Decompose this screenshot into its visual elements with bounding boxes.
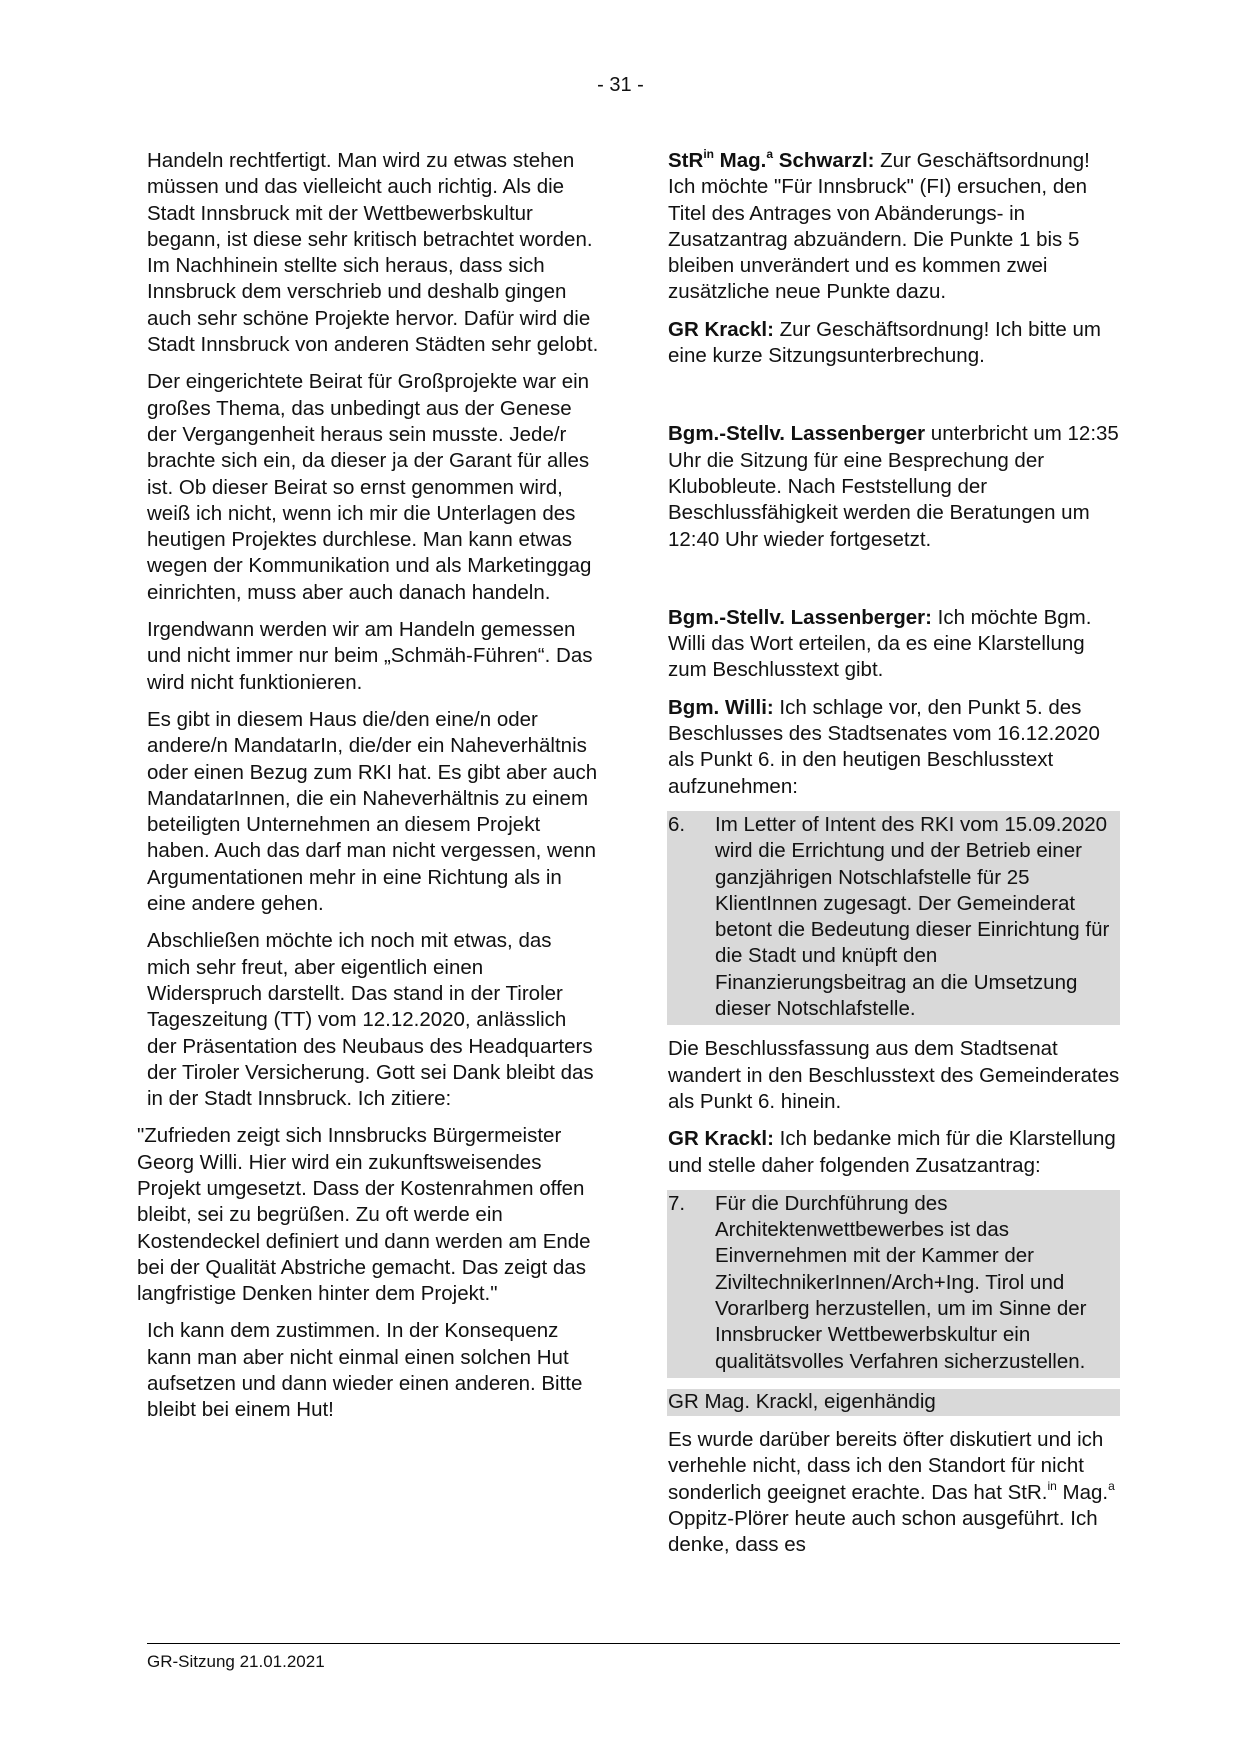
paragraph: Handeln rechtfertigt. Man wird zu etwas stehen müssen und das vielleicht auch richtig. Als die Stadt Innsbruck mit der Wettbewerbskultur begann, ist diese sehr kritisch betrachtet worden. Im Nachhinein stellte sich heraus, dass sich Innsbruck dem verschrieb und deshalb gingen auch sehr schöne Projekte hervor. Dafür wird die Stadt Innsbruck von anderen Städten sehr gelobt. bbox=[147, 149, 599, 357]
page-number: - 31 - bbox=[597, 74, 644, 96]
paragraph: Es gibt in diesem Haus die/den eine/n oder andere/n MandatarIn, die/der ein Naheverhältnis oder einen Bezug zum RKI hat. Es gibt aber auch MandatarInnen, die ein Naheverhältnis zu einem beteiligten Unternehmen an diesem Projekt haben. Auch das darf man nicht vergessen, wenn Argumentationen mehr in eine Richtung als in eine andere gehen. bbox=[147, 707, 598, 916]
item-number: 7. bbox=[668, 1191, 686, 1215]
right-column bbox=[668, 148, 1120, 1570]
resolution-item-7 bbox=[667, 1190, 1120, 1378]
left-column bbox=[137, 148, 599, 1435]
footer-session-date: GR-Sitzung 21.01.2021 bbox=[147, 1652, 325, 1671]
session-break-note: Bgm.-Stellv. Lassenberger unterbricht um 12:35 Uhr die Sitzung für eine Besprechung der Klubobleute. Nach Feststellung der Beschlussfähigkeit werden die Beratungen um 12:40 Uhr wieder fortgesetzt. bbox=[668, 422, 1119, 551]
speaker-name: GR Krackl: bbox=[668, 317, 774, 341]
paragraph: Es wurde darüber bereits öfter diskutiert und ich verhehle nicht, dass ich den Standort für nicht sonderlich geeignet erachte. Das hat StR.$^{in}$ Mag.$^a$ Oppitz-Plörer heute auch schon ausgeführt. Ich denke, dass es bbox=[668, 1428, 1115, 1557]
speech-schwarzl: StR$^{in}$ Mag.$^a$ Schwarzl: Zur Geschäftsordnung! Ich möchte "Für Innsbruck" (FI) ersuchen, den Titel des Antrages von Abänderungs- in Zusatzantrag abzuändern. Die Punkte 1 bis 5 bleiben unverändert und es kommen zwei zusätzliche neue Punkte dazu. bbox=[668, 147, 1090, 304]
speech-krackl-1: GR Krackl: Zur Geschäftsordnung! Ich bitte um eine kurze Sitzungsunterbrechung. bbox=[668, 317, 1101, 368]
item-text: Im Letter of Intent des RKI vom 15.09.2020 wird die Errichtung und der Betrieb einer ganzjährigen Notschlafstelle für 25 KlientInnen zugesagt. Der Gemeinderat betont die Bedeutung dieser Einrichtung für die Stadt und knüpft den Finanzierungsbeitrag an die Umsetzung dieser Notschlafstelle. bbox=[715, 812, 1110, 1021]
paragraph: Irgendwann werden wir am Handeln gemessen und nicht immer nur beim „Schmäh-Führen“. Das wird nicht funktionieren. bbox=[147, 618, 593, 694]
speech-willi: Bgm. Willi: Ich schlage vor, den Punkt 5. des Beschlusses des Stadtsenates vom 16.12.2020 als Punkt 6. in den heutigen Beschlusstext aufzunehmen: bbox=[668, 695, 1100, 798]
paragraph: Ich kann dem zustimmen. In der Konsequenz kann man aber nicht einmal einen solchen Hut aufsetzen und dann wieder einen anderen. Bitte bleibt bei einem Hut! bbox=[147, 1319, 583, 1422]
quotation: "Zufrieden zeigt sich Innsbrucks Bürgermeister Georg Willi. Hier wird ein zukunftsweisendes Projekt umgesetzt. Dass der Kostenrahmen offen bleibt, sei zu begrüßen. Zu oft werde ein Kostendeckel definiert und dann werden am Ende bei der Qualität Abstriche gemacht. Das zeigt das langfristige Denken hinter dem Projekt." bbox=[137, 1124, 591, 1306]
speaker-name: Bgm. Willi: bbox=[668, 695, 774, 719]
paragraph: Der eingerichtete Beirat für Großprojekte war ein großes Thema, das unbedingt aus der Genese der Vergangenheit heraus sein musste. Jede/r brachte sich ein, da dieser ja der Garant für alles ist. Ob dieser Beirat so ernst genommen wird, weiß ich nicht, wenn ich mir die Unterlagen des heutigen Projektes durchlese. Man kann etwas wegen der Kommunikation und als Marketinggag einrichten, muss aber auch danach handeln. bbox=[147, 370, 592, 604]
speaker-name: StR$^{in}$ Mag.$^a$ Schwarzl: bbox=[668, 147, 875, 172]
resolution-item-6 bbox=[667, 811, 1120, 1025]
footer-divider bbox=[147, 1643, 1120, 1644]
speech-krackl-2: GR Krackl: Ich bedanke mich für die Klarstellung und stelle daher folgenden Zusatzantrag: bbox=[668, 1127, 1116, 1177]
speaker-name: GR Krackl: bbox=[668, 1127, 774, 1151]
resolution-note: Die Beschlussfassung aus dem Stadtsenat wandert in den Beschlusstext des Gemeinderates als Punkt 6. hinein. bbox=[668, 1037, 1120, 1113]
signature-line: GR Mag. Krackl, eigenhändig bbox=[667, 1389, 1120, 1416]
item-text: Für die Durchführung des Architektenwettbewerbes ist das Einvernehmen mit der Kammer der ZiviltechnikerInnen/Arch+Ing. Tirol und Vorarlberg herzustellen, um im Sinne der Innsbrucker Wettbewerbskultur ein qualitätsvolles Verfahren sicherzustellen. bbox=[715, 1191, 1087, 1373]
item-number: 6. bbox=[668, 812, 686, 836]
speech-lassenberger: Bgm.-Stellv. Lassenberger: Ich möchte Bgm. Willi das Wort erteilen, da es eine Klarstellung zum Beschlusstext gibt. bbox=[668, 605, 1092, 682]
paragraph: Abschließen möchte ich noch mit etwas, das mich sehr freut, aber eigentlich einen Widerspruch darstellt. Das stand in der Tiroler Tageszeitung (TT) vom 12.12.2020, anlässlich der Präsentation des Neubaus des Headquarters der Tiroler Versicherung. Gott sei Dank bleibt das in der Stadt Innsbruck. Ich zitiere: bbox=[147, 929, 594, 1111]
speaker-name: Bgm.-Stellv. Lassenberger: bbox=[668, 605, 932, 629]
speaker-name: Bgm.-Stellv. Lassenberger bbox=[668, 422, 926, 446]
